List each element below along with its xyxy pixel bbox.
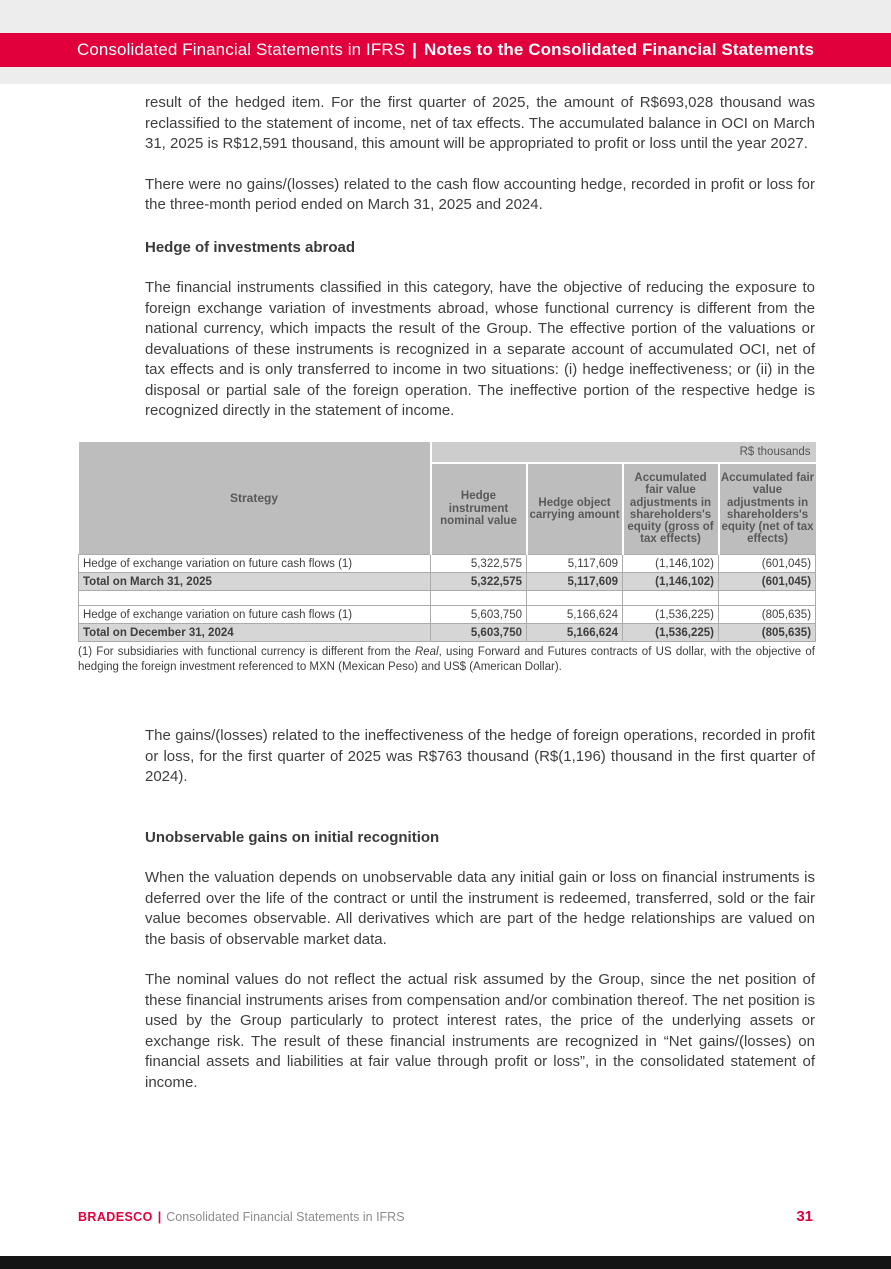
table-row	[79, 555, 816, 573]
page-footer	[78, 1208, 813, 1225]
footnote-text: (1) For subsidiaries with functional currency is different from the	[78, 646, 415, 658]
cell-value: 5,603,750	[431, 606, 527, 624]
hedge-table-block	[78, 442, 815, 675]
row-label: Hedge of exchange variation on future cash flows (1)	[79, 606, 431, 624]
cell-value: 5,117,609	[527, 555, 623, 573]
table-row-total-march	[79, 573, 816, 591]
column-header-adjustments-net: Accumulated fair value adjustments in shareholders's equity (net of tax effects)	[719, 463, 816, 555]
footnote-text: , using Forward and Futures contracts of US dollar, with the objective of hedging the foreign investment referenced to MXN (Mexican Peso) and US$ (American Dollar).	[78, 646, 815, 673]
cell-value: (1,536,225)	[623, 606, 719, 624]
section-heading-hedge-abroad: Hedge of investments abroad	[145, 238, 356, 256]
cell-value: (1,146,102)	[623, 555, 719, 573]
row-label: Hedge of exchange variation on future cash flows (1)	[79, 555, 431, 573]
currency-note: R$ thousands	[431, 442, 816, 463]
cell-value: (805,635)	[719, 624, 816, 642]
table-row-spacer	[79, 591, 816, 606]
cell-value: 5,322,575	[431, 573, 527, 591]
footnote-italic-term: Real	[414, 646, 439, 658]
cell-value: (601,045)	[719, 555, 816, 573]
row-label: Total on March 31, 2025	[79, 573, 431, 591]
body-text-top	[145, 84, 815, 422]
bottom-bar	[0, 1256, 891, 1269]
cell-value: 5,322,575	[431, 555, 527, 573]
cell-value: (1,536,225)	[623, 624, 719, 642]
paragraph-nominal-values: The nominal values do not reflect the actual risk assumed by the Group, since the net position of these financial instruments arises from compensation and/or combination thereof. The net position is used by the Group particularly to protect interest rates, the price of the underlying assets or exchange risk. The result of these financial instruments are recognized in “Net gains/(losses) on financial assets and liabilities at fair value through profit or loss”, in the consolidated statement of income.	[145, 971, 815, 1091]
paragraph-unobservable-data: When the valuation depends on unobservable data any initial gain or loss on financial instruments is deferred over the life of the contract or until the instrument is redeemed, transferred, sold or the fair value becomes observable. All derivatives which are part of the hedge relationships are valued on the basis of observable market data.	[145, 869, 815, 948]
cell-value: (805,635)	[719, 606, 816, 624]
column-header-adjustments-gross: Accumulated fair value adjustments in shareholders's equity (gross of tax effects)	[623, 463, 719, 555]
hedge-strategy-table	[78, 442, 816, 643]
cell-value: 5,166,624	[527, 606, 623, 624]
header-title-left: Consolidated Financial Statements in IFRS	[76, 40, 406, 59]
footer-subtitle: Consolidated Financial Statements in IFRS	[166, 1210, 405, 1224]
section-heading-unobservable-gains: Unobservable gains on initial recognition	[145, 828, 440, 846]
cell-value: 5,603,750	[431, 624, 527, 642]
footer-brand: BRADESCO	[78, 1210, 153, 1224]
column-header-strategy: Strategy	[79, 442, 431, 555]
page-number: 31	[796, 1208, 813, 1225]
table-footnote	[78, 645, 815, 674]
footer-separator: |	[157, 1210, 162, 1224]
paragraph-no-gains: There were no gains/(losses) related to the cash flow accounting hedge, recorded in profit or loss for the three-month period ended on March 31, 2025 and 2024.	[145, 175, 815, 213]
header-title-right: Notes to the Consolidated Financial Statements	[424, 40, 815, 59]
header-bar	[0, 33, 891, 67]
paragraph-financial-instruments: The financial instruments classified in this category, have the objective of reducing the exposure to foreign exchange variation of investments abroad, whose functional currency is different from the national currency, which impacts the result of the Group. The effective portion of the valuations or devaluations of these instruments is recognized in a separate account of accumulated OCI, net of tax effects and is only transferred to income in two situations: (i) hedge ineffectiveness; or (ii) in the disposal or partial sale of the foreign operation. The ineffective portion of the respective hedge is recognized directly in the statement of income.	[145, 279, 815, 419]
sub-strip	[0, 67, 891, 84]
cell-value: 5,117,609	[527, 573, 623, 591]
cell-value: 5,166,624	[527, 624, 623, 642]
column-header-carrying-amount: Hedge object carrying amount	[527, 463, 623, 555]
table-row-total-december	[79, 624, 816, 642]
header-separator: |	[412, 40, 418, 59]
paragraph-ineffectiveness: The gains/(losses) related to the ineffectiveness of the hedge of foreign operations, recorded in profit or loss, for the first quarter of 2025 was R$763 thousand (R$(1,196) thousand in the first quarter of 2024).	[145, 727, 815, 785]
top-strip	[0, 0, 891, 33]
column-header-nominal-value: Hedge instrument nominal value	[431, 463, 527, 555]
body-text-bottom	[145, 726, 815, 1093]
cell-value: (601,045)	[719, 573, 816, 591]
cell-value: (1,146,102)	[623, 573, 719, 591]
paragraph-hedged-item: result of the hedged item. For the first quarter of 2025, the amount of R$693,028 thousand was reclassified to the statement of income, net of tax effects. The accumulated balance in OCI on March 31, 2025 is R$12,591 thousand, this amount will be appropriated to profit or loss until the year 2027.	[145, 94, 815, 152]
row-label: Total on December 31, 2024	[79, 624, 431, 642]
table-row	[79, 606, 816, 624]
